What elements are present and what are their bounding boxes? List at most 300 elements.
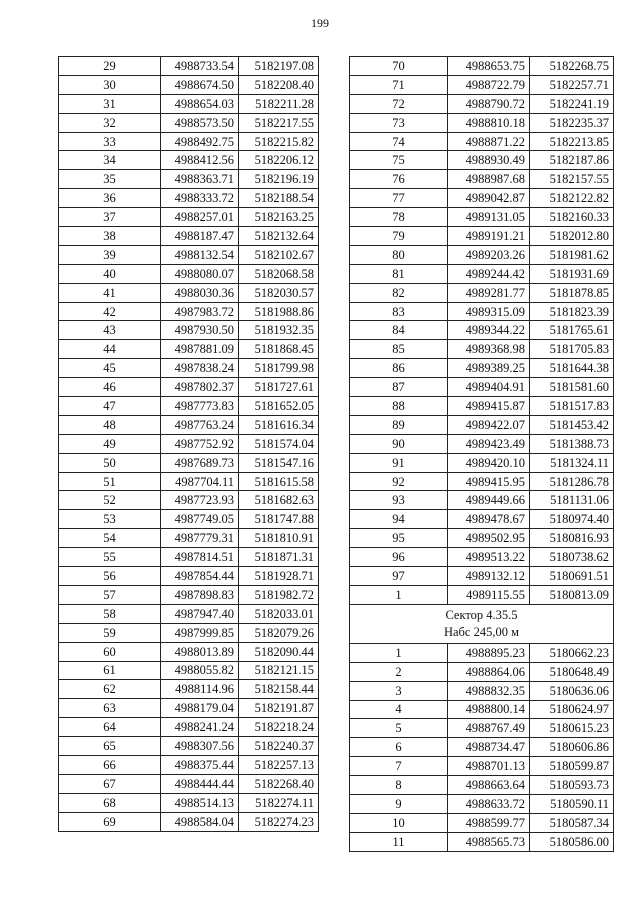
coord-y: 5181547.16 [239, 453, 319, 472]
point-number: 90 [350, 434, 448, 453]
table-row [59, 245, 319, 264]
point-number: 48 [59, 415, 161, 434]
coord-y: 5180974.40 [530, 510, 614, 529]
coord-x: 4987752.92 [161, 434, 239, 453]
point-number: 35 [59, 170, 161, 189]
table-row [59, 604, 319, 623]
table-row [59, 529, 319, 548]
coord-x: 4988790.72 [448, 94, 530, 113]
coord-y: 5182030.57 [239, 283, 319, 302]
table-row [59, 548, 319, 567]
table-row [350, 662, 614, 681]
table-row [350, 151, 614, 170]
table-row [350, 700, 614, 719]
point-number: 50 [59, 453, 161, 472]
coord-y: 5181727.61 [239, 378, 319, 397]
point-number: 94 [350, 510, 448, 529]
point-number: 30 [59, 75, 161, 94]
table-row [350, 340, 614, 359]
coord-y: 5181878.85 [530, 283, 614, 302]
point-number: 62 [59, 680, 161, 699]
table-row [59, 415, 319, 434]
point-number: 45 [59, 359, 161, 378]
table-row [59, 718, 319, 737]
coord-x: 4988412.56 [161, 151, 239, 170]
coord-x: 4987838.24 [161, 359, 239, 378]
table-row [59, 170, 319, 189]
coord-y: 5181823.39 [530, 302, 614, 321]
point-number: 73 [350, 113, 448, 132]
point-number: 10 [350, 813, 448, 832]
coord-x: 4989420.10 [448, 453, 530, 472]
coord-y: 5182033.01 [239, 604, 319, 623]
coord-x: 4989478.67 [448, 510, 530, 529]
table-row [59, 793, 319, 812]
table-row [59, 453, 319, 472]
table-row [350, 378, 614, 397]
coord-y: 5181981.62 [530, 245, 614, 264]
coord-x: 4988871.22 [448, 132, 530, 151]
table-row [59, 585, 319, 604]
coord-y: 5182121.15 [239, 661, 319, 680]
table-row [59, 812, 319, 831]
coord-x: 4989131.05 [448, 208, 530, 227]
coord-x: 4988584.04 [161, 812, 239, 831]
coord-y: 5181868.45 [239, 340, 319, 359]
sector-header-row [350, 604, 614, 643]
coord-y: 5182211.28 [239, 94, 319, 113]
table-row [350, 643, 614, 662]
point-number: 76 [350, 170, 448, 189]
point-number: 91 [350, 453, 448, 472]
point-number: 82 [350, 283, 448, 302]
point-number: 87 [350, 378, 448, 397]
coord-x: 4988654.03 [161, 94, 239, 113]
table-row [350, 227, 614, 246]
page-number: 199 [311, 16, 329, 30]
coord-y: 5182217.55 [239, 113, 319, 132]
table-row [59, 737, 319, 756]
table-row [59, 680, 319, 699]
coord-y: 5181286.78 [530, 472, 614, 491]
point-number: 66 [59, 755, 161, 774]
coord-y: 5180606.86 [530, 738, 614, 757]
coord-x: 4989191.21 [448, 227, 530, 246]
table-row [350, 415, 614, 434]
coord-x: 4988187.47 [161, 227, 239, 246]
coord-y: 5181682.63 [239, 491, 319, 510]
coord-y: 5182274.23 [239, 812, 319, 831]
table-row [350, 57, 614, 76]
table-row [59, 302, 319, 321]
coord-y: 5180624.97 [530, 700, 614, 719]
table-row [350, 757, 614, 776]
coord-x: 4987704.11 [161, 472, 239, 491]
coord-y: 5182241.19 [530, 94, 614, 113]
coord-x: 4988734.47 [448, 738, 530, 757]
coordinates-table-left [58, 56, 319, 832]
point-number: 65 [59, 737, 161, 756]
coord-x: 4988800.14 [448, 700, 530, 719]
coord-x: 4988080.07 [161, 264, 239, 283]
coord-y: 5180816.93 [530, 529, 614, 548]
table-row [350, 491, 614, 510]
table-row [350, 813, 614, 832]
point-number: 51 [59, 472, 161, 491]
table-row [59, 151, 319, 170]
point-number: 8 [350, 776, 448, 795]
coord-y: 5181644.38 [530, 359, 614, 378]
table-row [350, 794, 614, 813]
coord-y: 5182187.86 [530, 151, 614, 170]
point-number: 36 [59, 189, 161, 208]
coord-y: 5181517.83 [530, 397, 614, 416]
table-row [350, 832, 614, 851]
point-number: 39 [59, 245, 161, 264]
point-number: 61 [59, 661, 161, 680]
table-row [350, 397, 614, 416]
coord-x: 4988832.35 [448, 681, 530, 700]
point-number: 32 [59, 113, 161, 132]
coord-y: 5182268.40 [239, 774, 319, 793]
point-number: 56 [59, 567, 161, 586]
coord-y: 5182163.25 [239, 208, 319, 227]
table-row [350, 510, 614, 529]
coord-y: 5182268.75 [530, 57, 614, 76]
coord-x: 4987814.51 [161, 548, 239, 567]
coord-y: 5182079.26 [239, 623, 319, 642]
coord-y: 5182208.40 [239, 75, 319, 94]
point-number: 11 [350, 832, 448, 851]
point-number: 80 [350, 245, 448, 264]
table-row [350, 113, 614, 132]
coord-x: 4989115.55 [448, 585, 530, 604]
coord-y: 5182157.55 [530, 170, 614, 189]
point-number: 93 [350, 491, 448, 510]
table-row [59, 94, 319, 113]
point-number: 41 [59, 283, 161, 302]
point-number: 59 [59, 623, 161, 642]
coord-y: 5181581.60 [530, 378, 614, 397]
coord-x: 4987689.73 [161, 453, 239, 472]
table-row [350, 453, 614, 472]
point-number: 7 [350, 757, 448, 776]
table-row [59, 642, 319, 661]
coord-y: 5181453.42 [530, 415, 614, 434]
coord-x: 4987898.83 [161, 585, 239, 604]
point-number: 75 [350, 151, 448, 170]
table-row [350, 548, 614, 567]
point-number: 68 [59, 793, 161, 812]
coord-x: 4989404.91 [448, 378, 530, 397]
coord-y: 5181388.73 [530, 434, 614, 453]
point-number: 33 [59, 132, 161, 151]
coord-y: 5181131.06 [530, 491, 614, 510]
coord-x: 4989513.22 [448, 548, 530, 567]
table-row [350, 94, 614, 113]
coord-y: 5180593.73 [530, 776, 614, 795]
coord-x: 4989344.22 [448, 321, 530, 340]
point-number: 38 [59, 227, 161, 246]
table-row [350, 776, 614, 795]
coord-x: 4987983.72 [161, 302, 239, 321]
point-number: 31 [59, 94, 161, 113]
coord-y: 5182206.12 [239, 151, 319, 170]
coord-y: 5181932.35 [239, 321, 319, 340]
coord-x: 4987999.85 [161, 623, 239, 642]
coord-y: 5182218.24 [239, 718, 319, 737]
coord-x: 4988055.82 [161, 661, 239, 680]
point-number: 9 [350, 794, 448, 813]
coord-y: 5182257.71 [530, 75, 614, 94]
coord-x: 4988514.13 [161, 793, 239, 812]
table-row [350, 170, 614, 189]
table-row [350, 719, 614, 738]
coordinates-table-left-body [59, 57, 319, 832]
table-row [59, 189, 319, 208]
coord-y: 5181988.86 [239, 302, 319, 321]
coord-x: 4987779.31 [161, 529, 239, 548]
coord-x: 4988633.72 [448, 794, 530, 813]
table-row [59, 227, 319, 246]
coord-x: 4987723.93 [161, 491, 239, 510]
coord-x: 4988767.49 [448, 719, 530, 738]
point-number: 5 [350, 719, 448, 738]
coord-x: 4988114.96 [161, 680, 239, 699]
point-number: 85 [350, 340, 448, 359]
point-number: 60 [59, 642, 161, 661]
point-number: 2 [350, 662, 448, 681]
coord-y: 5181324.11 [530, 453, 614, 472]
point-number: 88 [350, 397, 448, 416]
coord-x: 4988674.50 [161, 75, 239, 94]
coord-y: 5181615.58 [239, 472, 319, 491]
coord-y: 5182191.87 [239, 699, 319, 718]
coord-y: 5181928.71 [239, 567, 319, 586]
point-number: 74 [350, 132, 448, 151]
coord-y: 5180587.34 [530, 813, 614, 832]
point-number: 89 [350, 415, 448, 434]
point-number: 42 [59, 302, 161, 321]
coord-x: 4989203.26 [448, 245, 530, 264]
coord-x: 4987773.83 [161, 397, 239, 416]
point-number: 79 [350, 227, 448, 246]
point-number: 53 [59, 510, 161, 529]
coord-x: 4988864.06 [448, 662, 530, 681]
coord-y: 5180813.09 [530, 585, 614, 604]
coord-x: 4988573.50 [161, 113, 239, 132]
point-number: 86 [350, 359, 448, 378]
coord-y: 5182122.82 [530, 189, 614, 208]
table-row [59, 75, 319, 94]
coord-y: 5182158.44 [239, 680, 319, 699]
table-row [59, 491, 319, 510]
coord-y: 5181652.05 [239, 397, 319, 416]
point-number: 72 [350, 94, 448, 113]
coord-y: 5180586.00 [530, 832, 614, 851]
coord-y: 5182213.85 [530, 132, 614, 151]
coord-y: 5181810.91 [239, 529, 319, 548]
coord-x: 4988722.79 [448, 75, 530, 94]
table-row [350, 567, 614, 586]
coord-x: 4989415.95 [448, 472, 530, 491]
point-number: 84 [350, 321, 448, 340]
sector-title: Сектор 4.35.5 [445, 607, 518, 622]
coord-y: 5182240.37 [239, 737, 319, 756]
coord-y: 5182274.11 [239, 793, 319, 812]
coord-y: 5181616.34 [239, 415, 319, 434]
table-row [350, 681, 614, 700]
point-number: 43 [59, 321, 161, 340]
table-row [59, 378, 319, 397]
point-number: 97 [350, 567, 448, 586]
coord-x: 4988663.64 [448, 776, 530, 795]
table-row [350, 132, 614, 151]
coord-y: 5182068.58 [239, 264, 319, 283]
table-row [59, 661, 319, 680]
coord-x: 4988810.18 [448, 113, 530, 132]
point-number: 67 [59, 774, 161, 793]
point-number: 37 [59, 208, 161, 227]
point-number: 34 [59, 151, 161, 170]
point-number: 1 [350, 585, 448, 604]
table-row [59, 57, 319, 76]
coord-x: 4988653.75 [448, 57, 530, 76]
coord-y: 5182215.82 [239, 132, 319, 151]
table-row [59, 359, 319, 378]
table-row [350, 189, 614, 208]
point-number: 3 [350, 681, 448, 700]
coord-x: 4989368.98 [448, 340, 530, 359]
coordinates-table-right [349, 56, 614, 852]
table-row [59, 434, 319, 453]
coord-y: 5182160.33 [530, 208, 614, 227]
coord-y: 5181982.72 [239, 585, 319, 604]
table-row [59, 132, 319, 151]
coord-y: 5182012.80 [530, 227, 614, 246]
coord-x: 4988701.13 [448, 757, 530, 776]
coord-y: 5182132.64 [239, 227, 319, 246]
coord-y: 5180738.62 [530, 548, 614, 567]
table-row [350, 321, 614, 340]
point-number: 1 [350, 643, 448, 662]
coord-y: 5182102.67 [239, 245, 319, 264]
coord-x: 4988565.73 [448, 832, 530, 851]
coord-x: 4989042.87 [448, 189, 530, 208]
table-row [59, 397, 319, 416]
coordinates-table-right-body-sector [350, 643, 614, 851]
table-row [350, 302, 614, 321]
table-row [350, 359, 614, 378]
coord-x: 4988307.56 [161, 737, 239, 756]
coord-x: 4989389.25 [448, 359, 530, 378]
point-number: 83 [350, 302, 448, 321]
point-number: 69 [59, 812, 161, 831]
sector-header [350, 604, 614, 643]
table-row [350, 208, 614, 227]
coord-x: 4987763.24 [161, 415, 239, 434]
point-number: 4 [350, 700, 448, 719]
point-number: 29 [59, 57, 161, 76]
coord-x: 4987947.40 [161, 604, 239, 623]
coord-x: 4989132.12 [448, 567, 530, 586]
coord-x: 4988599.77 [448, 813, 530, 832]
table-row [59, 340, 319, 359]
point-number: 95 [350, 529, 448, 548]
coord-x: 4989449.66 [448, 491, 530, 510]
sector-height: Набс 245,00 м [443, 624, 520, 639]
table-row [350, 585, 614, 604]
coord-y: 5181747.88 [239, 510, 319, 529]
point-number: 64 [59, 718, 161, 737]
point-number: 63 [59, 699, 161, 718]
coord-y: 5180590.11 [530, 794, 614, 813]
coord-x: 4989244.42 [448, 264, 530, 283]
coord-x: 4988375.44 [161, 755, 239, 774]
coord-x: 4988444.44 [161, 774, 239, 793]
coord-x: 4988132.54 [161, 245, 239, 264]
table-row [59, 699, 319, 718]
point-number: 40 [59, 264, 161, 283]
coord-x: 4988013.89 [161, 642, 239, 661]
coord-x: 4989315.09 [448, 302, 530, 321]
sector-header-section [350, 604, 614, 643]
coord-y: 5181574.04 [239, 434, 319, 453]
coord-y: 5180648.49 [530, 662, 614, 681]
table-row [59, 510, 319, 529]
coord-y: 5181799.98 [239, 359, 319, 378]
coord-x: 4987881.09 [161, 340, 239, 359]
coord-x: 4987930.50 [161, 321, 239, 340]
table-row [350, 75, 614, 94]
table-row [59, 283, 319, 302]
point-number: 70 [350, 57, 448, 76]
table-row [59, 208, 319, 227]
table-row [350, 472, 614, 491]
coord-y: 5182188.54 [239, 189, 319, 208]
coord-y: 5180662.23 [530, 643, 614, 662]
table-row [59, 755, 319, 774]
coord-x: 4988987.68 [448, 170, 530, 189]
point-number: 46 [59, 378, 161, 397]
table-row [59, 264, 319, 283]
coord-x: 4988363.71 [161, 170, 239, 189]
point-number: 92 [350, 472, 448, 491]
table-row [350, 434, 614, 453]
coord-x: 4988241.24 [161, 718, 239, 737]
coord-y: 5181871.31 [239, 548, 319, 567]
coord-x: 4987802.37 [161, 378, 239, 397]
coord-x: 4988030.36 [161, 283, 239, 302]
coord-y: 5180691.51 [530, 567, 614, 586]
coord-x: 4988257.01 [161, 208, 239, 227]
table-row [59, 774, 319, 793]
point-number: 81 [350, 264, 448, 283]
coord-y: 5180636.06 [530, 681, 614, 700]
coord-y: 5181765.61 [530, 321, 614, 340]
table-row [59, 567, 319, 586]
point-number: 78 [350, 208, 448, 227]
coord-x: 4989415.87 [448, 397, 530, 416]
coord-x: 4989422.07 [448, 415, 530, 434]
coord-y: 5181705.83 [530, 340, 614, 359]
point-number: 77 [350, 189, 448, 208]
point-number: 54 [59, 529, 161, 548]
coord-x: 4988333.72 [161, 189, 239, 208]
table-row [350, 245, 614, 264]
table-row [350, 264, 614, 283]
point-number: 71 [350, 75, 448, 94]
